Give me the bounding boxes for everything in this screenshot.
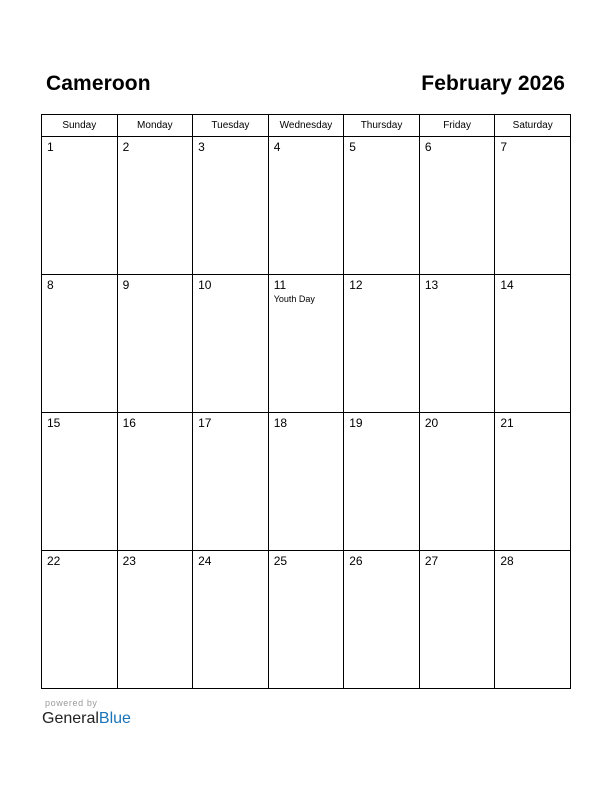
day-cell: [42, 137, 118, 275]
day-number: 7: [500, 140, 508, 154]
day-number: 2: [122, 140, 130, 154]
day-cell: [268, 137, 344, 275]
day-number: 9: [122, 278, 130, 292]
day-cell: [117, 413, 193, 551]
day-cell: [193, 413, 269, 551]
day-cell: [495, 137, 571, 275]
day-number: 22: [47, 554, 61, 568]
day-cell: [344, 413, 420, 551]
day-number: 19: [349, 416, 363, 430]
weekday-friday: Friday: [419, 115, 495, 137]
weekday-sunday: Sunday: [42, 115, 118, 137]
day-cell: [117, 137, 193, 275]
day-number: 15: [47, 416, 61, 430]
day-cell: [42, 275, 118, 413]
calendar-week-row: [42, 275, 571, 413]
day-number: 12: [349, 278, 363, 292]
day-cell: [42, 551, 118, 689]
logo-text-general: General: [42, 710, 99, 727]
day-cell: [42, 413, 118, 551]
day-cell: [495, 413, 571, 551]
day-cell: [268, 551, 344, 689]
day-number: 13: [424, 278, 439, 292]
day-number: 11: [273, 278, 287, 292]
weekday-monday: Monday: [117, 115, 193, 137]
generalblue-brand: [42, 698, 131, 729]
day-cell: [193, 137, 269, 275]
day-number: 23: [122, 554, 136, 568]
day-cell: [193, 551, 269, 689]
day-number: 6: [424, 140, 432, 154]
calendar-week-row: [42, 137, 571, 275]
weekday-wednesday: Wednesday: [268, 115, 344, 137]
day-number: 8: [47, 278, 54, 292]
calendar-week-row: [42, 413, 571, 551]
day-cell: [419, 551, 495, 689]
powered-by-label: powered by: [45, 698, 98, 708]
day-number: 28: [500, 554, 514, 568]
day-cell: [268, 275, 344, 413]
day-number: 5: [349, 140, 356, 154]
day-cell: [344, 275, 420, 413]
generalblue-logo: [42, 709, 131, 729]
day-number: 16: [122, 416, 136, 430]
calendar-week-row: [42, 551, 571, 689]
day-number: 3: [198, 140, 205, 154]
day-number: 18: [273, 416, 288, 430]
day-number: 1: [47, 140, 54, 154]
day-cell: [419, 413, 495, 551]
country-title: Cameroon: [46, 72, 151, 95]
day-number: 27: [424, 554, 439, 568]
day-cell: [193, 275, 269, 413]
day-number: 10: [198, 278, 212, 292]
day-cell: [117, 551, 193, 689]
weekday-saturday: Saturday: [495, 115, 571, 137]
day-number: 20: [424, 416, 439, 430]
day-number: 21: [500, 416, 514, 430]
day-number: 26: [349, 554, 363, 568]
day-cell: [117, 275, 193, 413]
day-number: 14: [500, 278, 514, 292]
holiday-label: Youth Day: [273, 294, 315, 304]
day-number: 24: [198, 554, 212, 568]
day-cell: [419, 137, 495, 275]
day-cell: [495, 551, 571, 689]
weekday-header-row: [42, 115, 571, 137]
weekday-thursday: Thursday: [344, 115, 420, 137]
day-cell: [344, 551, 420, 689]
day-cell: [419, 275, 495, 413]
month-year-title: February 2026: [421, 72, 565, 95]
weekday-tuesday: Tuesday: [193, 115, 269, 137]
day-cell: [268, 413, 344, 551]
day-number: 4: [273, 140, 281, 154]
logo-text-blue: Blue: [98, 710, 131, 727]
calendar-grid: [41, 114, 571, 689]
day-cell: [495, 275, 571, 413]
day-number: 17: [198, 416, 212, 430]
day-cell: [344, 137, 420, 275]
day-number: 25: [273, 554, 288, 568]
